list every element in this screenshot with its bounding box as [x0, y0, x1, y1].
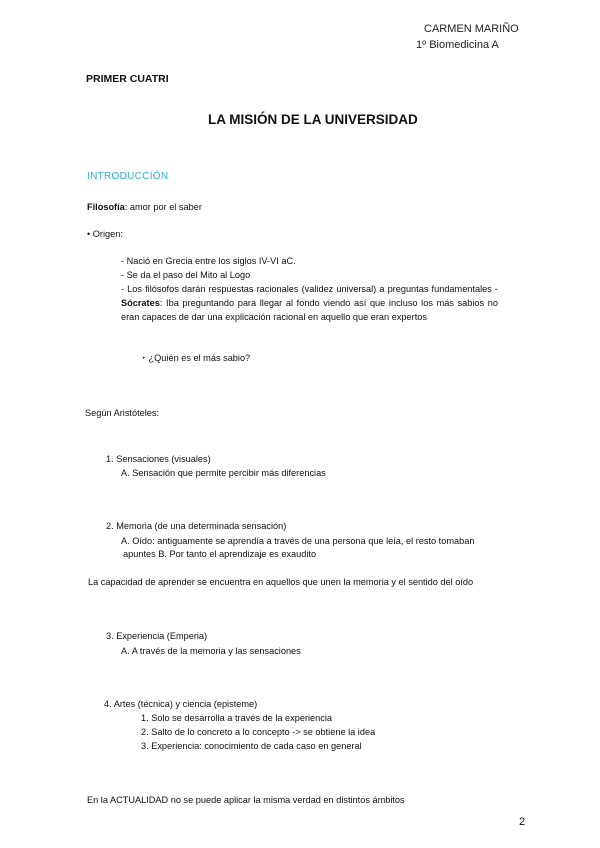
- item-sensaciones-a: A. Sensación que permite percibir más diferencias: [121, 468, 326, 478]
- question-text: ¿Quién es el más sabio?: [148, 353, 251, 363]
- filosofia-term: Filosofía: [87, 202, 125, 212]
- item-artes: 4. Artes (técnica) y ciencia (episteme): [104, 699, 258, 709]
- socrates-label: Sócrates: [121, 297, 160, 308]
- origen-item-3: [121, 283, 498, 324]
- item-memoria-a-line2: apuntes B. Por tanto el aprendizaje es exaudito: [123, 549, 317, 559]
- filosofia-definition: : amor por el saber: [124, 202, 202, 212]
- item-memoria-a-line1: A. Oído: antiguamente se aprendía a través de una persona que leía, el resto tomaban: [121, 536, 475, 546]
- item-artes-3: 3. Experiencia: conocimiento de cada caso en general: [141, 741, 362, 751]
- header-author: CARMEN MARIÑO: [424, 23, 519, 35]
- header-course: 1º Biomedicina A: [416, 39, 499, 51]
- item-experiencia: 3. Experiencia (Emperia): [106, 631, 208, 641]
- closing-statement: En la ACTUALIDAD no se puede aplicar la misma verdad en distintos ámbitos: [87, 795, 405, 805]
- item-artes-2: 2. Salto de lo concreto a lo concepto -> se obtiene la idea: [141, 727, 376, 737]
- page-number: 2: [519, 816, 526, 828]
- origen-label: • Origen:: [87, 229, 123, 239]
- origen-item-3-text: - Los filósofos darán respuestas racionales (validez universal) a preguntas fundamentales -: [121, 284, 498, 294]
- socrates-text: : Iba preguntando para llegar al fondo viendo así que incluso los más sabios no eran capaces de dar una explicación racional en aquello que eran expertos: [121, 297, 498, 322]
- item-experiencia-a: A. A través de la memoria y las sensaciones: [121, 646, 301, 656]
- item-memoria: 2. Memoria (de una determinada sensación): [106, 521, 287, 531]
- learning-note: La capacidad de aprender se encuentra en aquellos que unen la memoria y el sentido del oído: [88, 577, 474, 587]
- origen-item-2: - Se da el paso del Mito al Logo: [121, 270, 251, 280]
- aristoteles-heading: Según Aristóteles:: [85, 408, 160, 418]
- item-sensaciones: 1. Sensaciones (visuales): [106, 454, 211, 464]
- item-artes-1: 1. Solo se desarrolla a través de la experiencia: [141, 713, 333, 723]
- page-title: LA MISIÓN DE LA UNIVERSIDAD: [208, 112, 418, 127]
- section-heading: INTRODUCCIÓN: [87, 171, 169, 182]
- question-line: [142, 352, 250, 367]
- triangle-bullet-icon: ‣: [142, 356, 146, 362]
- term-label: PRIMER CUATRI: [86, 73, 169, 85]
- origen-item-1: - Nació en Grecia entre los siglos IV-VI aC.: [121, 256, 296, 266]
- filosofia-line: [87, 201, 202, 215]
